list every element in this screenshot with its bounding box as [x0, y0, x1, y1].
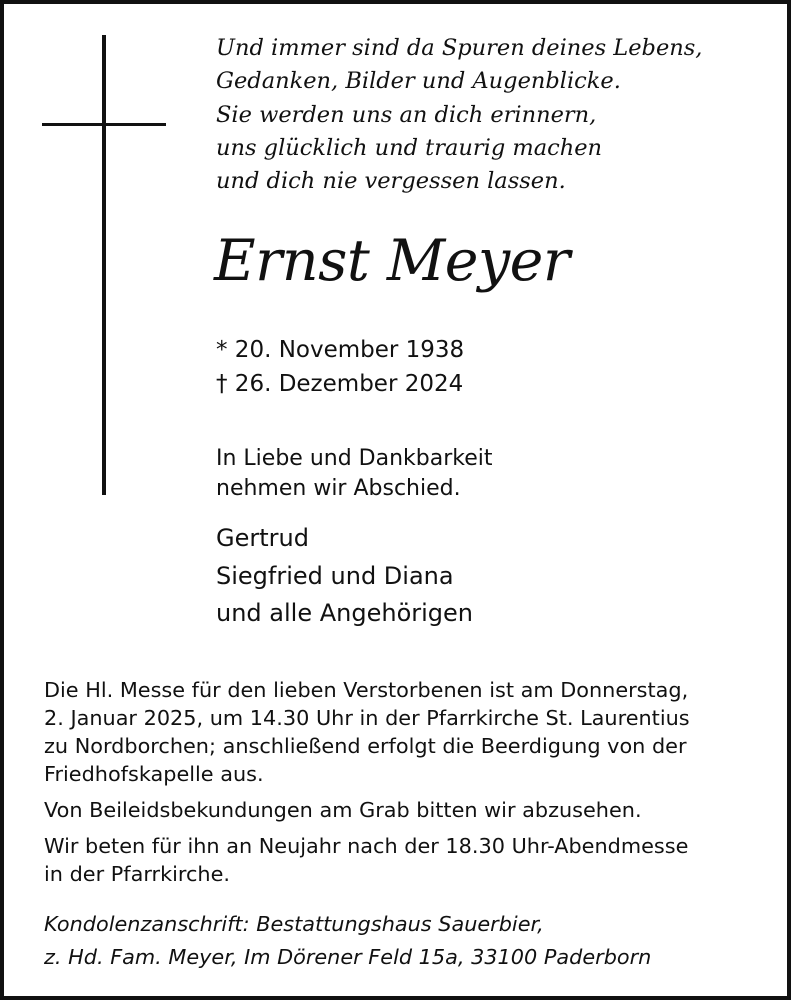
address-line: Kondolenzanschrift: Bestattungshaus Sauerbier, [44, 912, 544, 936]
service-details [44, 676, 690, 888]
poem-line: Und immer sind da Spuren deines Lebens, [216, 35, 703, 61]
mass-line: 2. Januar 2025, um 14.30 Uhr in der Pfarrkirche St. Laurentius [44, 706, 690, 730]
farewell-line: nehmen wir Abschied. [216, 476, 461, 501]
poem-line: und dich nie vergessen lassen. [216, 168, 566, 195]
mass-line: Friedhofskapelle aus. [44, 762, 264, 786]
birth-date: * 20. November 1938 [216, 337, 465, 363]
poem-line: uns glücklich und traurig machen [216, 134, 603, 161]
address-line: z. Hd. Fam. Meyer, Im Dörener Feld 15a, 33100 Paderborn [44, 945, 652, 969]
poem [216, 32, 702, 198]
mourner: Siegfried und Diana [216, 561, 454, 590]
prayer-line: in der Pfarrkirche. [44, 862, 231, 886]
mourner: Gertrud [216, 524, 309, 552]
prayer-line: Wir beten für ihn an Neujahr nach der 18.30 Uhr-Abendmesse [44, 834, 689, 858]
dates [216, 333, 464, 401]
condolence-address [44, 908, 651, 974]
farewell-text [216, 444, 493, 504]
condolence-note: Von Beileidsbekundungen am Grab bitten wir abzusehen. [44, 798, 642, 822]
cross-vertical-bar [102, 35, 106, 495]
cross-horizontal-bar [42, 123, 166, 126]
poem-line: Gedanken, Bilder und Augenblicke. [216, 68, 621, 95]
mass-line: zu Nordborchen; anschließend erfolgt die Beerdigung von der [44, 734, 687, 758]
farewell-line: In Liebe und Dankbarkeit [216, 446, 493, 471]
death-date: † 26. Dezember 2024 [216, 371, 464, 397]
deceased-name: Ernst Meyer [214, 228, 570, 294]
mourner: und alle Angehörigen [216, 599, 473, 627]
mass-line: Die Hl. Messe für den lieben Verstorbenen ist am Donnerstag, [44, 678, 689, 702]
mourners [216, 520, 473, 633]
poem-line: Sie werden uns an dich erinnern, [216, 101, 597, 128]
